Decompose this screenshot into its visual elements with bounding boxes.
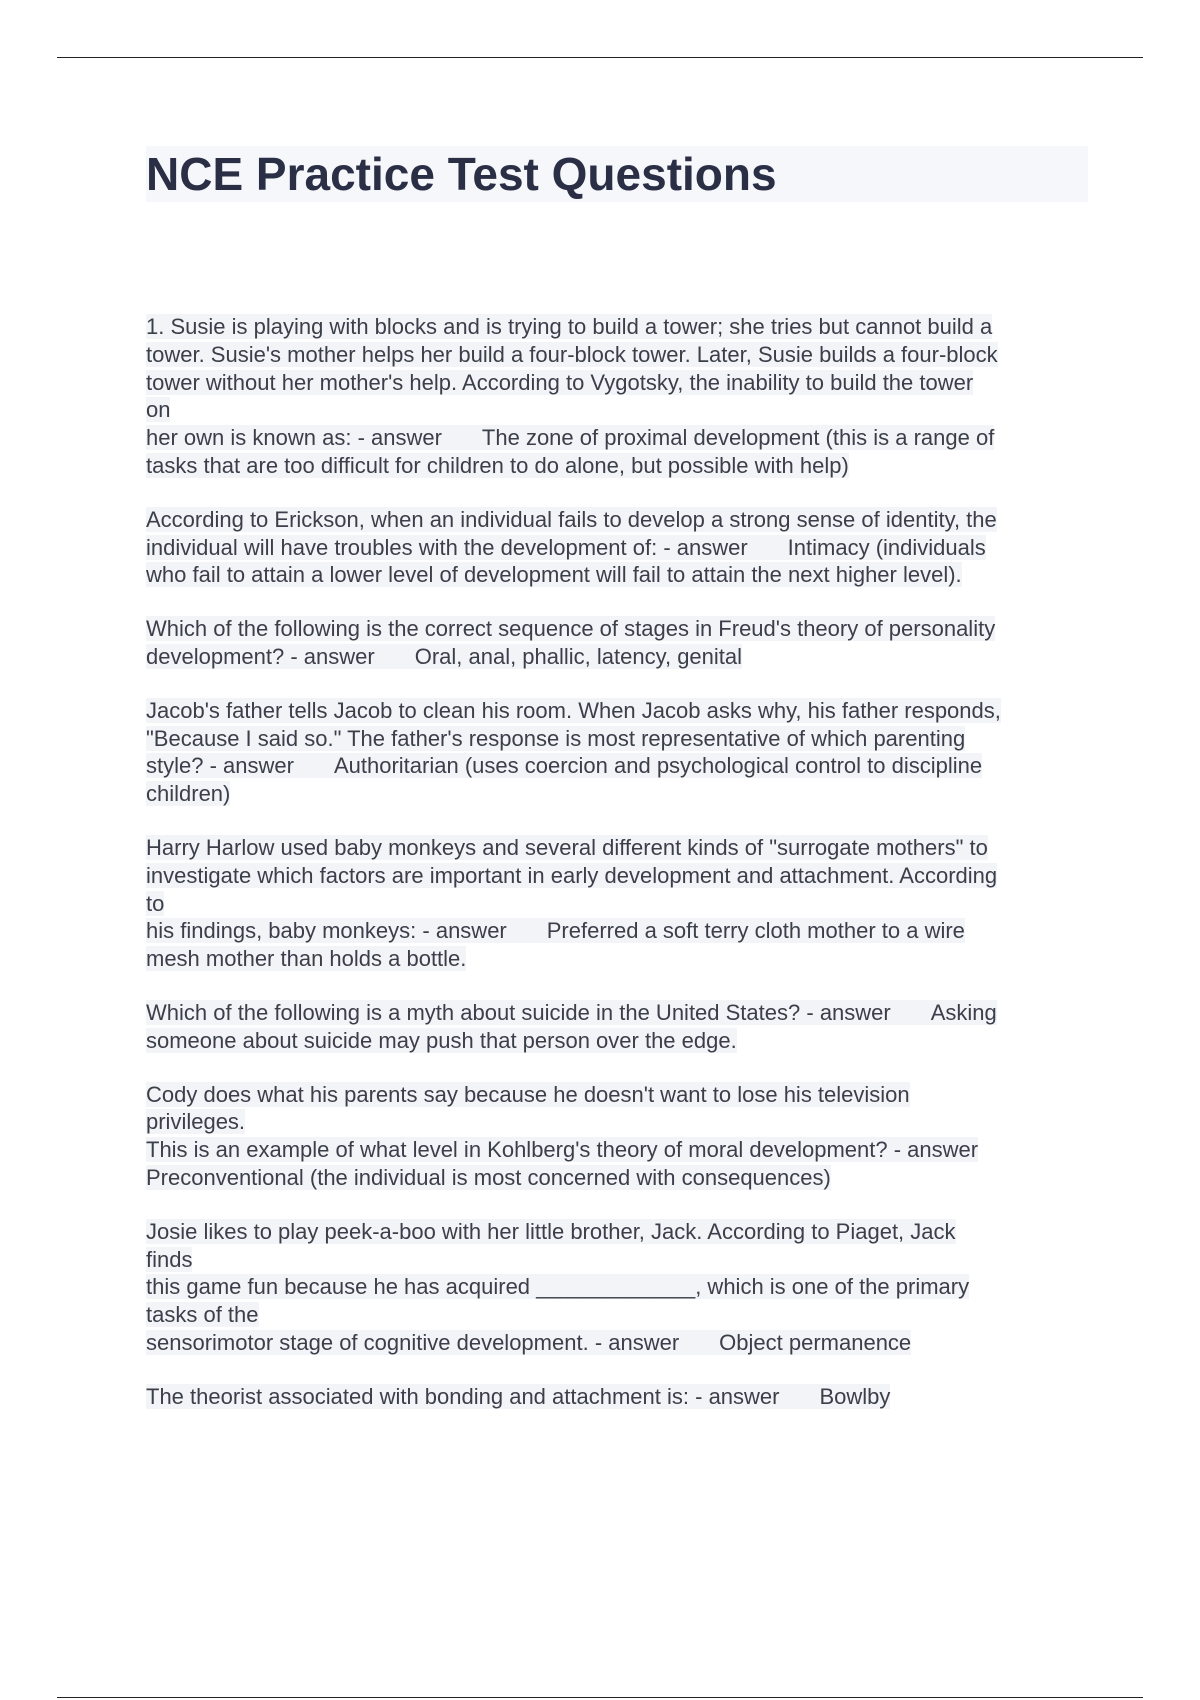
text-line	[146, 752, 1096, 780]
answer-text: Bowlby	[819, 1383, 891, 1409]
answer-separator: - answer	[290, 643, 375, 669]
text-line	[146, 697, 1096, 725]
question-item	[146, 1218, 1096, 1357]
answer-text: Intimacy (individuals	[787, 534, 986, 560]
text-line	[146, 1218, 1096, 1246]
text-line	[146, 1329, 1096, 1357]
question-item	[146, 313, 1096, 480]
text-line	[146, 396, 1096, 424]
answer-text: Asking	[930, 999, 997, 1025]
line-text: development?	[146, 643, 285, 669]
top-rule	[57, 57, 1143, 58]
question-item	[146, 1383, 1096, 1411]
text-line	[146, 424, 1096, 452]
line-text: who fail to attain a lower level of development will fail to attain the next higher level).	[146, 562, 962, 588]
text-line	[146, 341, 1096, 369]
text-line	[146, 1136, 1096, 1164]
line-text: tower. Susie's mother helps her build a four-block tower. Later, Susie builds a four-block	[146, 341, 998, 367]
answer-separator: - answer	[209, 753, 294, 779]
line-text: tasks of the	[146, 1302, 259, 1328]
text-line	[146, 313, 1096, 341]
question-item	[146, 1081, 1096, 1192]
answer-separator: - answer	[806, 999, 891, 1025]
answer-separator: - answer	[893, 1137, 979, 1163]
answer-separator: - answer	[695, 1383, 780, 1409]
line-text: According to Erickson, when an individual fails to develop a strong sense of identity, the	[146, 506, 997, 532]
answer-text: Authoritarian (uses coercion and psychological control to discipline	[333, 753, 983, 779]
line-text: individual will have troubles with the development of:	[146, 534, 658, 560]
line-text: sensorimotor stage of cognitive development.	[146, 1329, 589, 1355]
text-line	[146, 1081, 1096, 1109]
line-text: This is an example of what level in Kohlberg's theory of moral development?	[146, 1137, 888, 1163]
text-line	[146, 862, 1096, 890]
question-item	[146, 615, 1096, 671]
line-text: children)	[146, 781, 231, 807]
answer-separator: - answer	[594, 1329, 680, 1355]
text-line	[146, 999, 1096, 1027]
bottom-rule	[57, 1697, 1143, 1698]
text-line	[146, 1246, 1096, 1274]
question-item	[146, 506, 1096, 589]
line-text: someone about suicide may push that person over the edge.	[146, 1027, 737, 1053]
page-title: NCE Practice Test Questions	[146, 148, 777, 200]
line-text: Which of the following is a myth about suicide in the United States?	[146, 999, 801, 1025]
text-line	[146, 643, 1096, 671]
line-text: "Because I said so." The father's response is most representative of which parenting	[146, 725, 966, 751]
text-line	[146, 534, 1096, 562]
text-line	[146, 725, 1096, 753]
text-line	[146, 780, 1096, 808]
text-line	[146, 1273, 1096, 1301]
text-line	[146, 1301, 1096, 1329]
text-line	[146, 615, 1096, 643]
question-item	[146, 834, 1096, 973]
text-line	[146, 945, 1096, 973]
line-text: Which of the following is the correct sequence of stages in Freud's theory of personality	[146, 616, 996, 642]
line-text: Josie likes to play peek-a-boo with her little brother, Jack. According to Piaget, Jack	[146, 1218, 956, 1244]
line-text: Cody does what his parents say because he doesn't want to lose his television	[146, 1081, 910, 1107]
line-text: mesh mother than holds a bottle.	[146, 946, 467, 972]
text-line	[146, 834, 1096, 862]
text-line	[146, 1383, 1096, 1411]
line-text: style?	[146, 753, 204, 779]
question-item	[146, 697, 1096, 808]
line-text: tower without her mother's help. According to Vygotsky, the inability to build the tower	[146, 369, 974, 395]
answer-text: Oral, anal, phallic, latency, genital	[414, 643, 743, 669]
text-line	[146, 890, 1096, 918]
text-line	[146, 1027, 1096, 1055]
line-text: her own is known as:	[146, 425, 352, 451]
answer-text: The zone of proximal development (this is a range of	[481, 425, 995, 451]
text-line	[146, 506, 1096, 534]
text-line	[146, 1108, 1096, 1136]
answer-text: Object permanence	[719, 1329, 912, 1355]
answer-text: Preferred a soft terry cloth mother to a wire	[546, 918, 965, 944]
text-line	[146, 561, 1096, 589]
question-item	[146, 999, 1096, 1055]
line-text: this game fun because he has acquired _____________, which is one of the primary	[146, 1274, 970, 1300]
line-text: Harry Harlow used baby monkeys and several different kinds of "surrogate mothers" to	[146, 834, 988, 860]
line-text: to	[146, 890, 165, 916]
line-text: his findings, baby monkeys:	[146, 918, 417, 944]
line-text: tasks that are too difficult for children to do alone, but possible with help)	[146, 452, 849, 478]
question-list	[146, 313, 1096, 1437]
line-text: privileges.	[146, 1109, 246, 1135]
line-text: The theorist associated with bonding and attachment is:	[146, 1383, 689, 1409]
text-line	[146, 1164, 1096, 1192]
line-text: Preconventional (the individual is most concerned with consequences)	[146, 1164, 831, 1190]
text-line	[146, 917, 1096, 945]
line-text: finds	[146, 1246, 193, 1272]
line-text: on	[146, 397, 171, 423]
line-text: 1. Susie is playing with blocks and is trying to build a tower; she tries but cannot build a	[146, 314, 993, 339]
answer-separator: - answer	[357, 425, 442, 451]
line-text: investigate which factors are important in early development and attachment. According	[146, 862, 998, 888]
text-line	[146, 369, 1096, 397]
line-text: Jacob's father tells Jacob to clean his room. When Jacob asks why, his father responds,	[146, 697, 1001, 723]
answer-separator: - answer	[422, 918, 507, 944]
answer-separator: - answer	[663, 534, 748, 560]
text-line	[146, 452, 1096, 480]
